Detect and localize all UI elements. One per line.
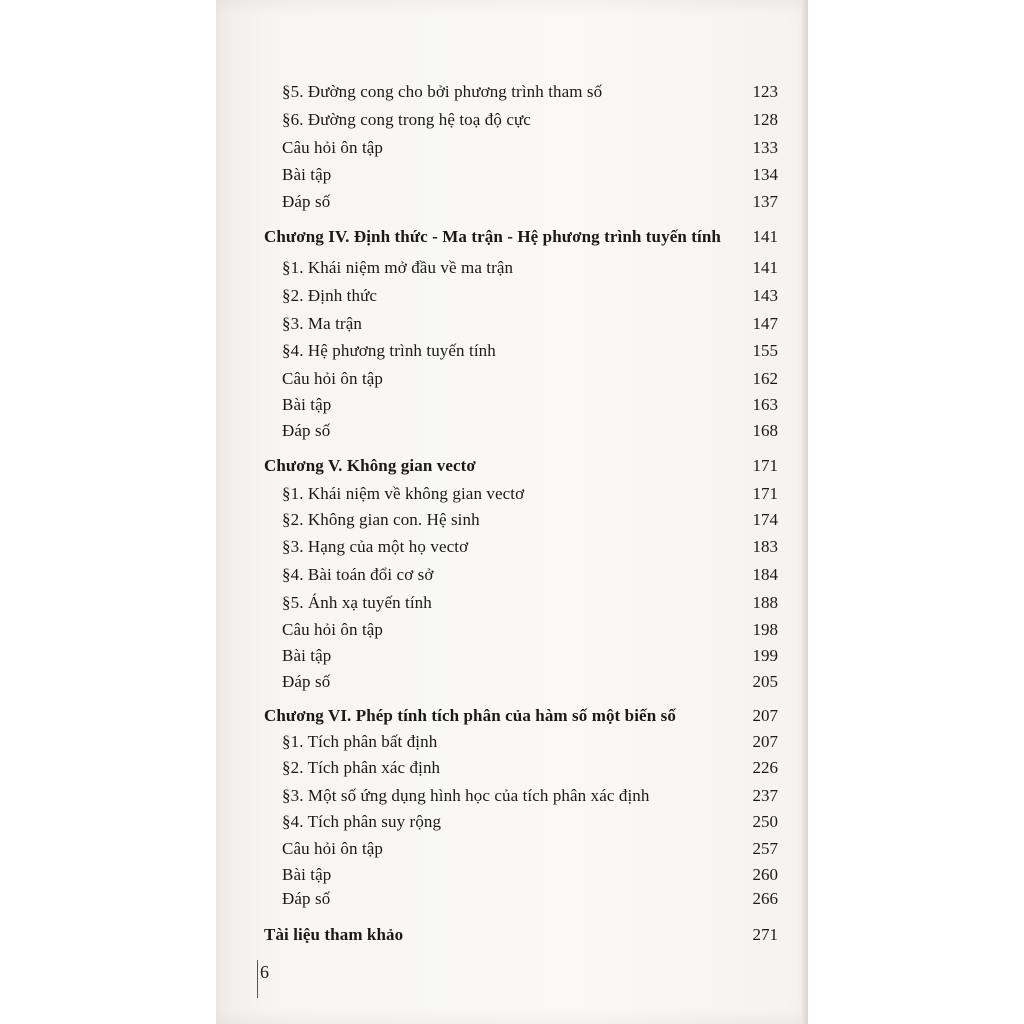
toc-chapter-page: 207 [752,705,778,725]
toc-entry-page: 198 [752,619,778,639]
toc-entry-c6-answers [282,884,778,912]
toc-entry-title: §4. Tích phân suy rộng [282,811,442,831]
toc-chapter-page: 171 [752,455,778,475]
toc-entry-c6-review [282,834,778,862]
toc-entry-c4-s2 [282,281,778,309]
toc-references [264,920,778,948]
toc-entry-page: 137 [752,191,778,211]
toc-entry-title: Câu hỏi ôn tập [282,619,384,639]
toc-entry-c6-s1 [282,727,778,755]
toc-entry-title: §1. Khái niệm về không gian vectơ [282,483,525,503]
toc-entry-c3-s6 [282,105,778,133]
toc-entry-c5-s5 [282,588,778,616]
toc-chapter-page: 141 [752,226,778,246]
toc-entry-page: 174 [752,509,778,529]
toc-entry-page: 128 [752,109,778,129]
toc-entry-c4-exercises [282,390,778,418]
toc-chapter-title: Chương IV. Định thức - Ma trận - Hệ phương trình tuyến tính [264,226,721,246]
toc-entry-title: §2. Không gian con. Hệ sinh [282,509,480,529]
toc-entry-page: 143 [752,285,778,305]
toc-entry-title: Câu hỏi ôn tập [282,137,384,157]
toc-entry-page: 171 [752,483,778,503]
toc-chapter-page: 271 [752,924,778,944]
toc-chapter-title: Chương VI. Phép tính tích phân của hàm số một biến số [264,705,676,725]
toc-entry-c3-review [282,133,778,161]
toc-entry-page: 226 [752,757,778,777]
toc-chapter-title: Tài liệu tham khảo [264,924,404,944]
toc-entry-title: Bài tập [282,645,332,665]
toc-entry-c5-s4 [282,560,778,588]
toc-entry-title: Câu hỏi ôn tập [282,838,384,858]
page-number: 6 [260,962,269,982]
toc-entry-title: §3. Một số ứng dụng hình học của tích phân xác định [282,785,650,805]
toc-entry-c4-s4 [282,336,778,364]
toc-entry-title: §3. Ma trận [282,313,362,333]
toc-entry-title: §4. Hệ phương trình tuyến tính [282,340,496,360]
toc-entry-title: Đáp số [282,671,331,691]
toc-entry-title: §5. Ánh xạ tuyến tính [282,592,432,612]
toc-entry-title: Đáp số [282,420,331,440]
toc-entry-page: 266 [752,888,778,908]
toc-entry-c3-exercises [282,160,778,188]
toc-entry-title: §2. Tích phân xác định [282,757,441,777]
toc-entry-c4-review [282,364,778,392]
toc-entry-c6-s3 [282,781,778,809]
toc-entry-c3-s5 [282,77,778,105]
toc-entry-title: §3. Hạng của một họ vectơ [282,536,469,556]
toc-entry-page: 260 [752,864,778,884]
toc-chapter-title: Chương V. Không gian vectơ [264,455,476,475]
toc-entry-page: 207 [752,731,778,751]
toc-entry-page: 162 [752,368,778,388]
toc-entry-page: 123 [752,81,778,101]
toc-entry-page: 257 [752,838,778,858]
toc-entry-title: §5. Đường cong cho bởi phương trình tham số [282,81,603,101]
toc-entry-page: 188 [752,592,778,612]
toc-entry-c4-s3 [282,309,778,337]
toc-entry-page: 134 [752,164,778,184]
toc-entry-c5-review [282,615,778,643]
toc-entry-page: 168 [752,420,778,440]
toc-chapter-vi [264,701,778,729]
toc-entry-title: §1. Khái niệm mở đầu về ma trận [282,257,514,277]
toc-chapter-iv [264,222,778,250]
toc-entry-c5-s1 [282,479,778,507]
toc-chapter-v [264,451,778,479]
toc-entry-title: Câu hỏi ôn tập [282,368,384,388]
toc-entry-c5-exercises [282,641,778,669]
toc-entry-page: 147 [752,313,778,333]
toc-entry-page: 155 [752,340,778,360]
toc-entry-page: 199 [752,645,778,665]
toc-entry-c6-s2 [282,753,778,781]
toc-entry-c6-s4 [282,807,778,835]
toc-entry-title: §1. Tích phân bất định [282,731,438,751]
toc-entry-page: 184 [752,564,778,584]
toc-entry-c5-s3 [282,532,778,560]
toc-entry-title: Đáp số [282,888,331,908]
toc-entry-title: Bài tập [282,164,332,184]
toc-entry-title: §6. Đường cong trong hệ toạ độ cực [282,109,531,129]
toc-entry-page: 205 [752,671,778,691]
toc-entry-title: Đáp số [282,191,331,211]
toc-entry-title: §4. Bài toán đổi cơ sở [282,564,434,584]
toc-entry-page: 250 [752,811,778,831]
toc-entry-c5-answers [282,667,778,695]
toc-entry-title: Bài tập [282,864,332,884]
toc-entry-page: 133 [752,137,778,157]
toc-entry-page: 237 [752,785,778,805]
toc-entry-c4-answers [282,416,778,444]
toc-entry-page: 183 [752,536,778,556]
toc-entry-c4-s1 [282,253,778,281]
toc-entry-title: Bài tập [282,394,332,414]
toc-entry-c3-answers [282,187,778,215]
toc-entry-title: §2. Định thức [282,285,378,305]
toc-entry-page: 141 [752,257,778,277]
toc-entry-page: 163 [752,394,778,414]
toc-entry-c5-s2 [282,505,778,533]
